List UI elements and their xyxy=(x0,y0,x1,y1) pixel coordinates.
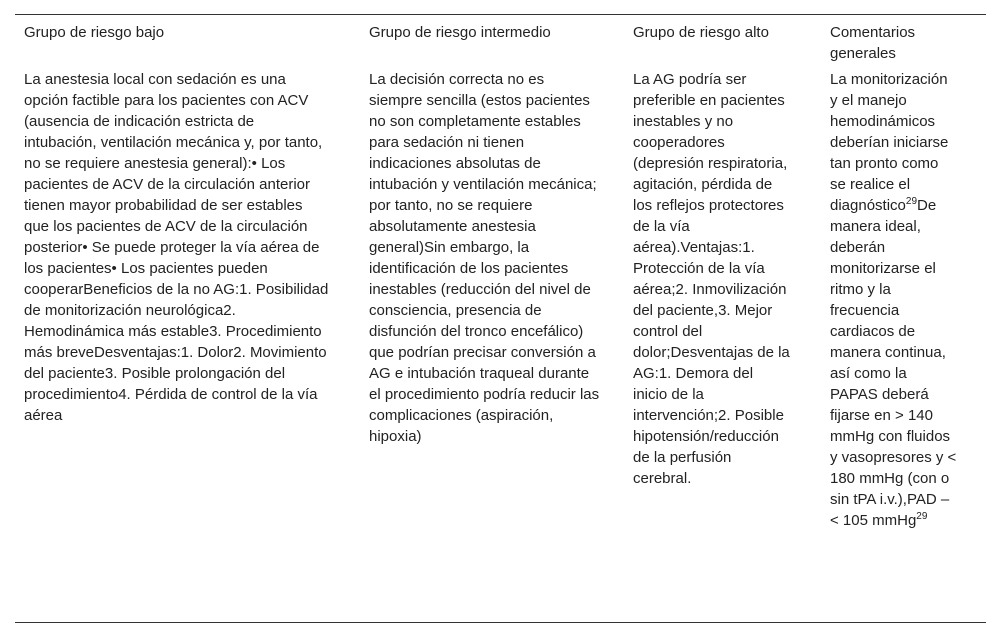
table-bottom-rule xyxy=(15,622,986,623)
reference-29-first: 29 xyxy=(905,196,918,207)
cell-intermediate-risk: La decisión correcta no es siempre sencilla (estos pacientes no son completamente estables para sedación ni tienen indicaciones absolutas de intubación y ventilación mecánica; por tanto, no se requiere absolutamente anestesia general)Sin embargo, la identificación de los pacientes inestables (reducción del nivel de consciencia, presencia de disfunción del tronco encefálico) que podrían precisar conversión a AG e intubación traqueal durante el procedimiento podría reducir las complicaciones (aspiración, hipoxia) xyxy=(369,71,600,445)
risk-group-table xyxy=(15,14,986,623)
header-intermediate-risk: Grupo de riesgo intermedio xyxy=(369,24,551,41)
header-general-comments: Comentarios generales xyxy=(830,24,916,62)
comments-text-part2: De manera ideal, deberán monitorizarse el ritmo y la frecuencia cardiacos de manera continua, así como la PAPAS deberá fijarse en > 140 mmHg con fluidos y vasopresores y < 180 mmHg (con o sin tPA i.v.),PAD – < 105 mmHg xyxy=(830,197,957,529)
cell-general-comments xyxy=(830,69,958,531)
reference-29-second: 29 xyxy=(916,511,928,522)
header-low-risk: Grupo de riesgo bajo xyxy=(24,24,165,41)
table-body-row xyxy=(15,63,986,622)
comments-text-part1: La monitorización y el manejo hemodinámicos deberían iniciarse tan pronto como se realice el diagnóstico xyxy=(830,71,949,214)
cell-low-risk: La anestesia local con sedación es una opción factible para los pacientes con ACV (ausencia de indicación estricta de intubación, ventilación mecánica y, por tanto, no se requiere anestesia general):• Los pacientes de ACV de la circulación anterior tienen mayor probabilidad de ser estables que los pacientes de ACV de la circulación posterior• Se puede proteger la vía aérea de los pacientes• Los pacientes pueden cooperarBeneficios de la no AG:1. Posibilidad de monitorización neurológica2. Hemodinámica más estable3. Procedimiento más breveDesventajas:1. Dolor2. Movimiento del paciente3. Posible prolongación del procedimiento4. Pérdida de control de la vía aérea xyxy=(24,71,329,424)
header-high-risk: Grupo de riesgo alto xyxy=(633,24,769,41)
table-header-row xyxy=(15,15,986,63)
cell-high-risk: La AG podría ser preferible en pacientes inestables y no cooperadores (depresión respiratoria, agitación, pérdida de los reflejos protectores de la vía aérea).Ventajas:1. Protección de la vía aérea;2. Inmovilización del paciente,3. Mejor control del dolor;Desventajas de la AG:1. Demora del inicio de la intervención;2. Posible hipotensión/reducción de la perfusión cerebral. xyxy=(633,71,790,487)
